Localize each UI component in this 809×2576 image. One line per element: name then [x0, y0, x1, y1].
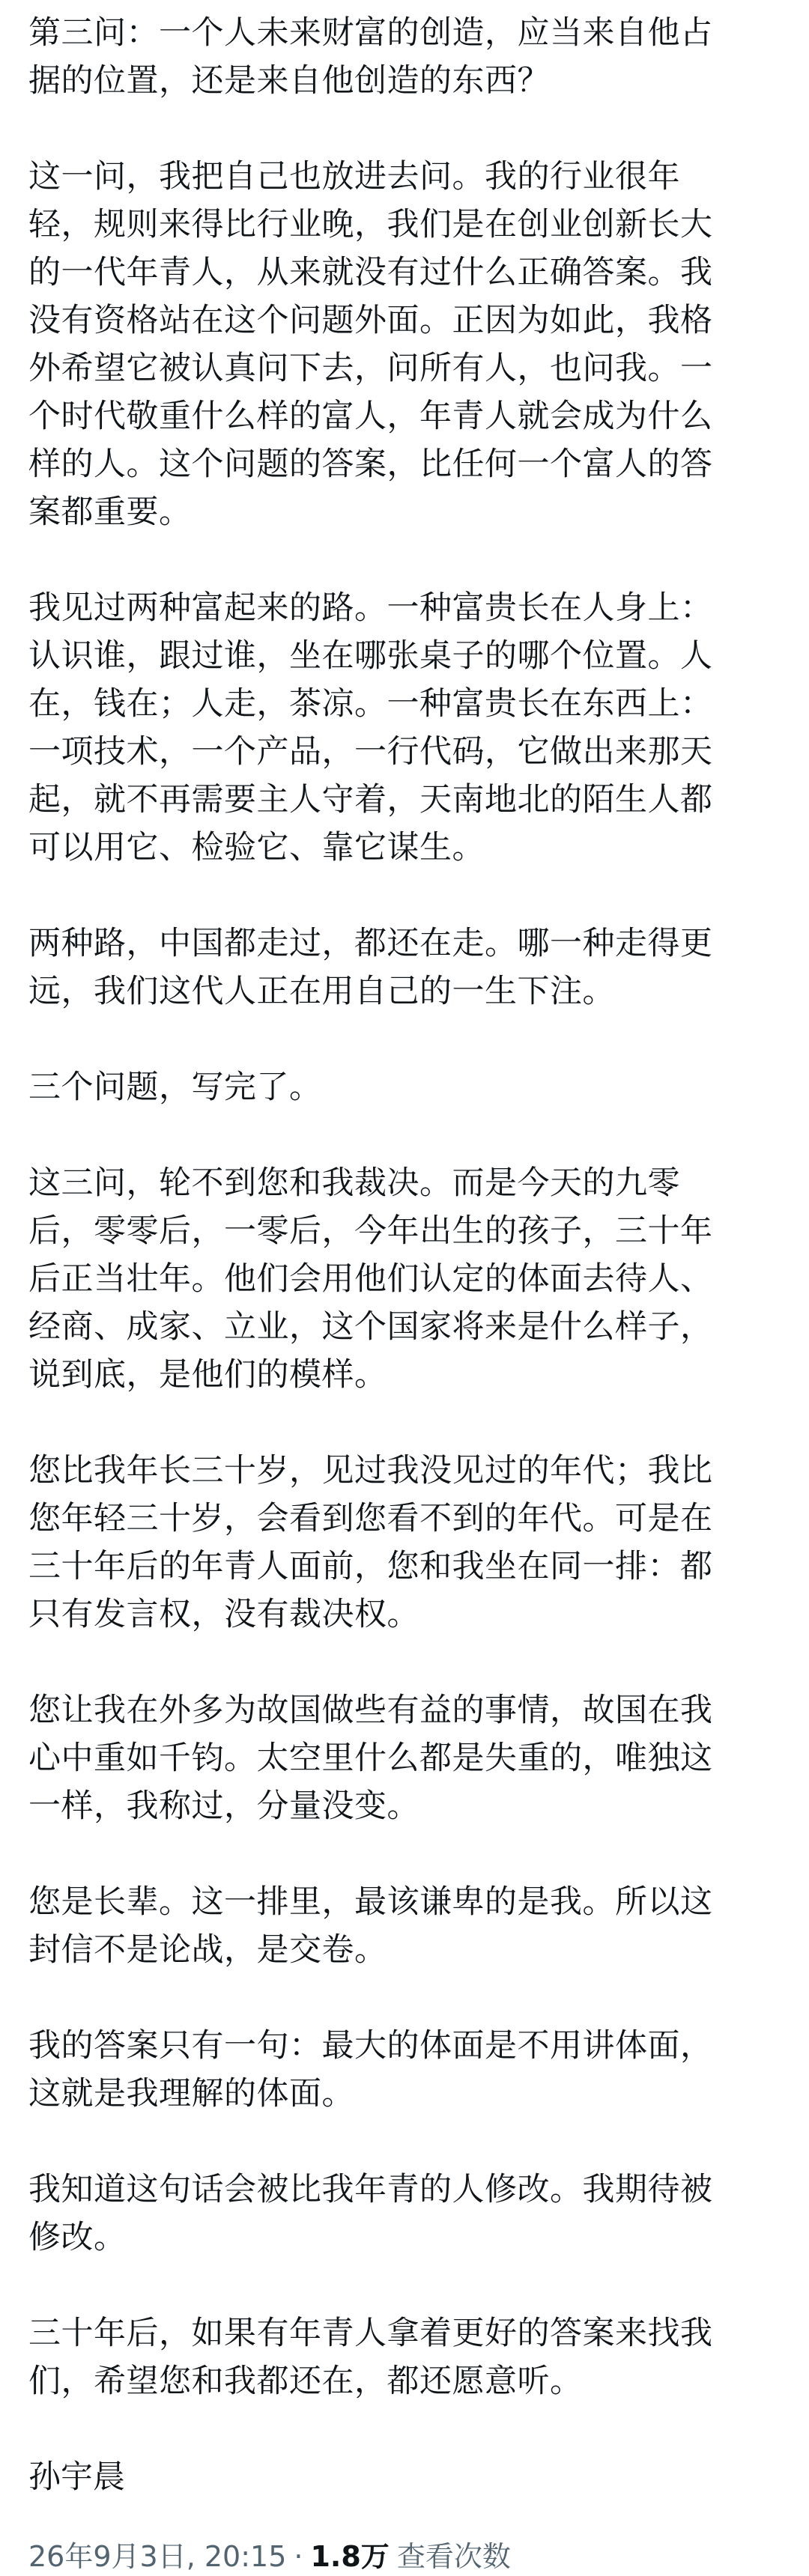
post-paragraph: 您比我年长三十岁，见过我没见过的年代；我比 您年轻三十岁，会看到您看不到的年代。可是在 三十年后的年青人面前，您和我坐在同一排：都 只有发言权，没有裁决权。	[28, 1452, 713, 1633]
post-paragraph: 第三问：一个人未来财富的创造，应当来自他占 据的位置，还是来自他创造的东西？	[28, 14, 713, 100]
post-paragraph: 您是长辈。这一排里，最该谦卑的是我。所以这 封信不是论战，是交卷。	[28, 1883, 713, 1969]
post-paragraph: 三十年后，如果有年青人拿着更好的答案来找我 们，希望您和我都还在，都还愿意听。	[28, 2315, 713, 2400]
post-paragraph: 这三问，轮不到您和我裁决。而是今天的九零 后，零零后，一零后，今年出生的孩子，三十年 后正当壮年。他们会用他们认定的体面去待人、 经商、成家、立业，这个国家将来是什么样子， 说到底，是他们的模样。	[28, 1164, 713, 1394]
post-body	[28, 9, 787, 2576]
post-timestamp[interactable]: 26年9月3日, 20:15	[28, 2540, 287, 2573]
meta-separator: ·	[294, 2540, 303, 2573]
post-paragraph: 我的答案只有一句：最大的体面是不用讲体面， 这就是我理解的体面。	[28, 2027, 713, 2112]
post-paragraph: 我知道这句话会被比我年青的人修改。我期待被 修改。	[28, 2171, 713, 2256]
post-paragraph: 您让我在外多为故国做些有益的事情，故国在我 心中重如千钧。太空里什么都是失重的，唯独这 一样，我称过，分量没变。	[28, 1692, 713, 1825]
post-paragraph: 两种路，中国都走过，都还在走。哪一种走得更 远，我们这代人正在用自己的一生下注。	[28, 925, 713, 1010]
views-count: 1.8万	[310, 2540, 390, 2573]
post-paragraph: 这一问，我把自己也放进去问。我的行业很年 轻，规则来得比行业晚，我们是在创业创新长大 的一代年青人，从来就没有过什么正确答案。我 没有资格站在这个问题外面。正因为如此，我格 外希望它被认真问下去，问所有人，也问我。一 个时代敬重什么样的富人，年青人就会成为什么 样的人。这个问题的答案，比任何一个富人的答 案都重要。	[28, 158, 713, 531]
post-paragraph: 我见过两种富起来的路。一种富贵长在人身上： 认识谁，跟过谁，坐在哪张桌子的哪个位置。人 在，钱在；人走，茶凉。一种富贵长在东西上： 一项技术，一个产品，一行代码，它做出来那天 起，就不再需要主人守着，天南地北的陌生人都 可以用它、检验它、靠它谋生。	[28, 589, 713, 866]
post-signature: 孙宇晨	[28, 2458, 125, 2496]
post-paragraph: 三个问题，写完了。	[28, 1069, 322, 1106]
post-meta	[28, 2537, 787, 2576]
views-label: 查看次数	[396, 2540, 511, 2573]
